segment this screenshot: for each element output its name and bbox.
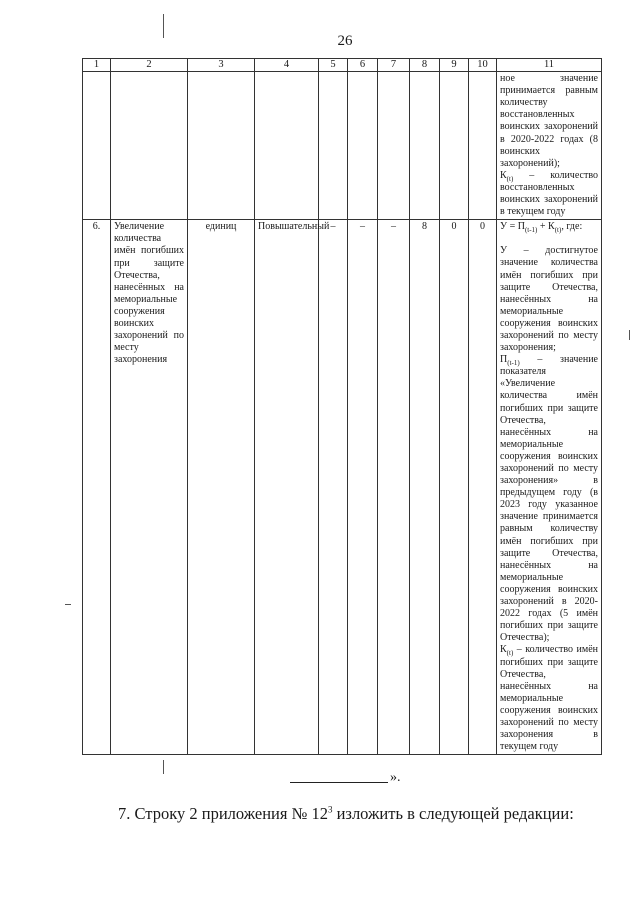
- scan-mark: [163, 760, 164, 774]
- value-cell: –: [348, 220, 378, 755]
- value-cell: 0: [469, 220, 497, 755]
- page-number: 26: [337, 33, 353, 49]
- header-cell: 3: [188, 59, 255, 72]
- table-row: [83, 220, 602, 755]
- unit-cell: единиц: [188, 220, 255, 755]
- header-cell: 1: [83, 59, 111, 72]
- header-cell: 4: [255, 59, 319, 72]
- value-cell: –: [378, 220, 410, 755]
- indicator-table: [82, 58, 602, 755]
- value-cell: 8: [410, 220, 440, 755]
- value-cell: –: [319, 220, 348, 755]
- method-cell: [497, 220, 602, 755]
- k-definition: $К_{(t)}$ – количество имён погибших при защите Отечества, нанесённых на мемориальные сооружения воинских захоронений по месту захоронения в текущем году: [500, 644, 598, 753]
- header-cell: 10: [469, 59, 497, 72]
- continued-text: ное значение принимается равным количеству восстановленных воинских захоронений в 2020-2022 годах (8 воинских захоронений);: [500, 73, 598, 169]
- header-cell: 2: [111, 59, 188, 72]
- formula: $У = П_{(t-1)} + К_{(t)}$, где:: [500, 221, 583, 235]
- signature-line: [290, 772, 388, 783]
- indicator-name: Увеличение количества имён погибших при защите Отечества, нанесённых на мемориальные сооружения воинских захоронений по месту захоронения: [111, 220, 188, 755]
- closing-quote: ».: [390, 770, 401, 785]
- header-cell: 7: [378, 59, 410, 72]
- p-definition: $П_{(t-1)}$ – значение показателя «Увеличение количества имён погибших при защите Отечества, нанесённых на мемориальные сооружения воинских захоронений по месту захоронения» в предыдущем году (в 2023 году указанное значение принимается равным количеству имён погибших при защите Отечества, нанесённых на мемориальные сооружения воинских захоронений в 2020-2022 годах (5 имён погибших при защите Отечества);: [500, 354, 598, 644]
- scan-mark: [629, 330, 630, 340]
- scan-mark: [65, 604, 71, 605]
- row-number: 6.: [83, 220, 111, 755]
- value-cell: 0: [440, 220, 469, 755]
- header-cell: 8: [410, 59, 440, 72]
- header-cell: 6: [348, 59, 378, 72]
- header-row: [83, 59, 602, 72]
- direction-cell: Повышательный: [255, 220, 319, 755]
- header-cell: 9: [440, 59, 469, 72]
- k-definition: $К_{(t)}$ – количество восстановленных воинских захоронений в текущем году: [500, 169, 598, 218]
- scan-mark: [163, 14, 164, 38]
- instruction-text: 7. Строку 2 приложения № $12^3$ изложить в следующей редакции:: [118, 804, 574, 823]
- table-row-continued: [83, 72, 602, 220]
- header-cell: 5: [319, 59, 348, 72]
- method-cell-continued: [497, 72, 602, 220]
- u-definition: У – достигнутое значение количества имён погибших при защите Отечества, нанесённых на мемориальные сооружения воинских захоронений по месту захоронения;: [500, 245, 598, 354]
- header-cell: 11: [497, 59, 602, 72]
